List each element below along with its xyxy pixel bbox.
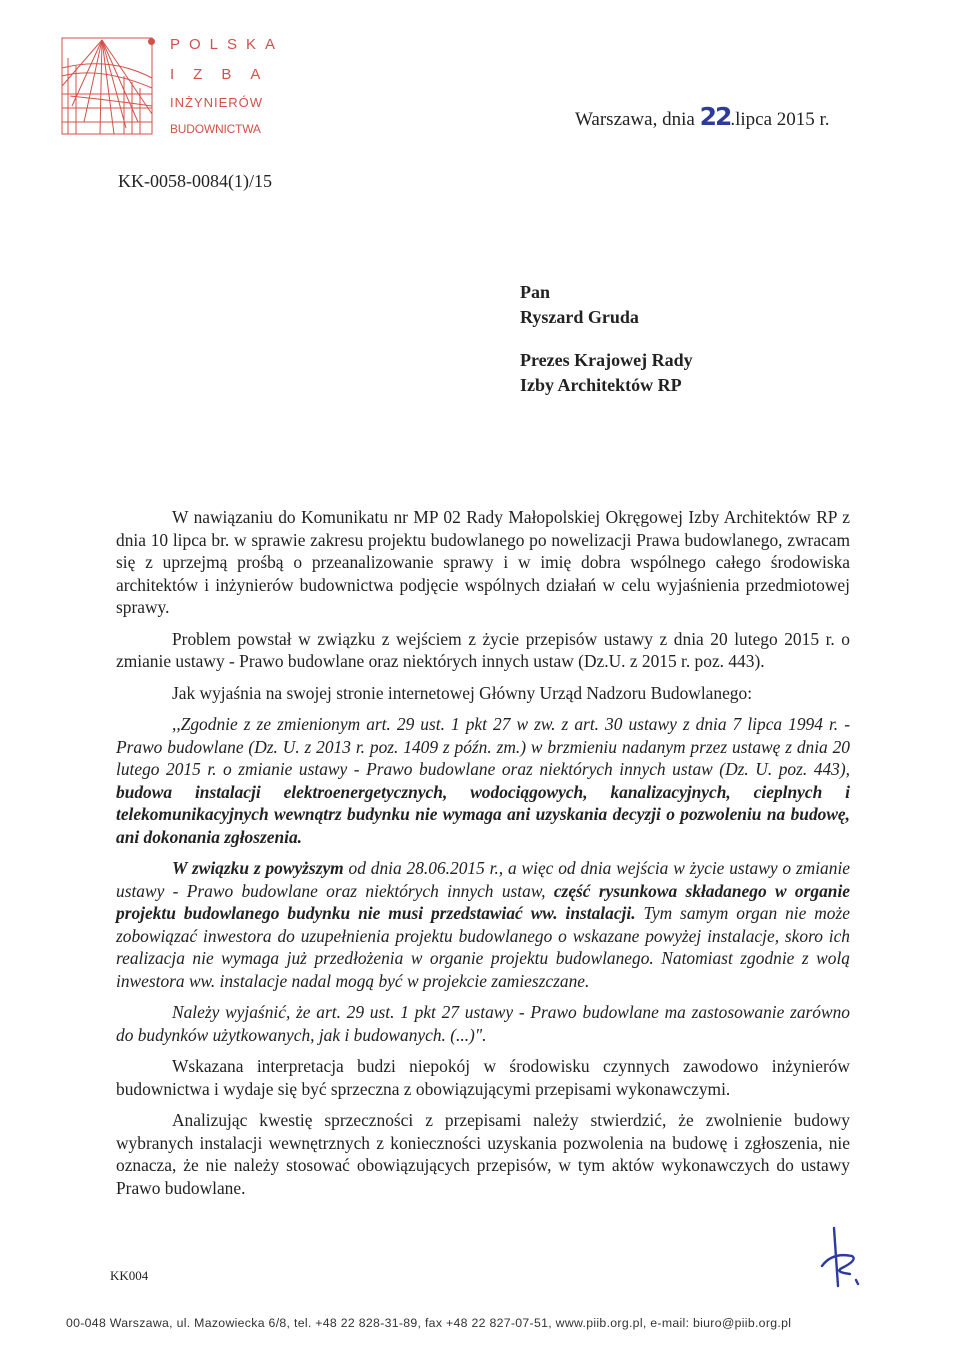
body-paragraph-1: W nawiązaniu do Komunikatu nr MP 02 Rady Małopolskiej Okręgowej Izby Architektów RP z dnia 10 lipca br. w sprawie zakresu projektu budowlanego po nowelizacji Prawa budowlanego, zwracam się z uprzejmą prośbą o przeanalizowanie sprawy i w imię dobra wspólnego całego środowiska architektów i inżynierów budownictwa podjęcie wspólnych działań w celu wyjaśnienia przedmiotowej sprawy. <box>116 507 850 617</box>
org-name-line-4: BUDOWNICTWA <box>170 122 261 136</box>
addressee-organization: Izby Architektów RP <box>520 375 682 395</box>
addressee-salutation: Pan <box>520 282 551 302</box>
document-code: KK004 <box>110 1268 149 1283</box>
quote-paragraph-1 <box>116 713 850 848</box>
org-name-line-1: POLSKA <box>170 36 285 53</box>
quote-2-text: od dnia 28.06.2015 r., a więc od dnia wejścia w życie ustawy o zmianie ustawy - Prawo budowlane oraz niektórych innych ustaw, <box>116 858 851 901</box>
quote-paragraph-3: Należy wyjaśnić, że art. 29 ust. 1 pkt 27 ustawy - Prawo budowlane ma zastosowanie zarówno do budynków użytkowanych, jak i budowanych. (...)". <box>116 1002 850 1045</box>
org-name-line-2: IZBA <box>170 66 280 83</box>
piib-logo-icon <box>60 36 156 136</box>
body-paragraph-4: Wskazana interpretacja budzi niepokój w środowisku czynnych zawodowo inżynierów budownictwa i wydaje się być sprzeczna z obowiązującymi przepisami wykonawczymi. <box>116 1056 850 1099</box>
footer-contact: 00-048 Warszawa, ul. Mazowiecka 6/8, tel. +48 22 828-31-89, fax +48 22 827-07-51, www.piib.org.pl, e-mail: biuro@piib.org.pl <box>66 1316 792 1330</box>
addressee-title: Prezes Krajowej Rady <box>520 350 693 370</box>
addressee-name: Ryszard Gruda <box>520 307 639 327</box>
quote-1-text: ,,Zgodnie z ze zmienionym art. 29 ust. 1 pkt 27 w zw. z art. 30 ustawy z dnia 7 lipca 1994 r. - Prawo budowlane (Dz. U. z 2013 r. poz. 1409 z późn. zm.) w brzmieniu nadanym przez ustawę z dnia 20 lutego 2015 r. o zmianie ustawy - Prawo budowlane oraz niektórych innych ustaw (Dz. U. poz. 443), <box>116 714 850 779</box>
body-paragraph-5: Analizując kwestię sprzeczności z przepisami należy stwierdzić, że zwolnienie budowy wybranych instalacji wewnętrznych z konieczności uzyskania pozwolenia na budowę i zgłoszenia, nie oznacza, że nie należy stosować obowiązujących przepisów, w tym aktów wykonawczych do ustawy Prawo budowlane. <box>116 1110 850 1198</box>
letter-body <box>116 506 850 1208</box>
body-paragraph-2: Problem powstał w związku z wejściem z życie przepisów ustawy z dnia 20 lutego 2015 r. o zmianie ustawy - Prawo budowlane oraz niektórych innych ustaw (Dz.U. z 2015 r. poz. 443). <box>116 628 850 671</box>
quote-paragraph-2 <box>116 857 850 992</box>
logo-dot-icon <box>148 38 155 45</box>
quote-2-bold: część rysunkowa składanego w organie projektu budowlanego budynku nie musi przedstawiać ww. instalacji. <box>116 880 850 923</box>
date-day-handwritten: 22 <box>699 102 731 131</box>
body-paragraph-3: Jak wyjaśnia na swojej stronie internetowej Główny Urząd Nadzoru Budowlanego: <box>172 682 753 703</box>
letter-date <box>575 102 830 131</box>
date-prefix: Warszawa, dnia <box>575 109 700 130</box>
org-name-line-3: INŻYNIERÓW <box>170 95 264 110</box>
quote-2-tail: Tym samym organ nie może zobowiązać inwestora do uzupełnienia projektu budowlanego o wskazane powyżej instalacje, skoro ich realizacja nie wymaga już przedłożenia w organie projektu budowlanego. Natomiast zgodnie z wolą inwestora ww. instalacje nadal mogą być w projekcie zamieszczane. <box>116 903 850 991</box>
signature-icon <box>812 1222 872 1302</box>
date-suffix: .lipca 2015 r. <box>730 109 830 130</box>
quote-2-bold-lead: W związku z powyższym <box>172 858 344 878</box>
reference-number: KK-0058-0084(1)/15 <box>118 171 272 191</box>
quote-1-bold: budowa instalacji elektroenergetycznych, wodociągowych, kanalizacyjnych, cieplnych i telekomunikacyjnych wewnątrz budynku nie wymaga ani uzyskania decyzji o pozwoleniu na budowę, ani dokonania zgłoszenia. <box>116 781 850 847</box>
